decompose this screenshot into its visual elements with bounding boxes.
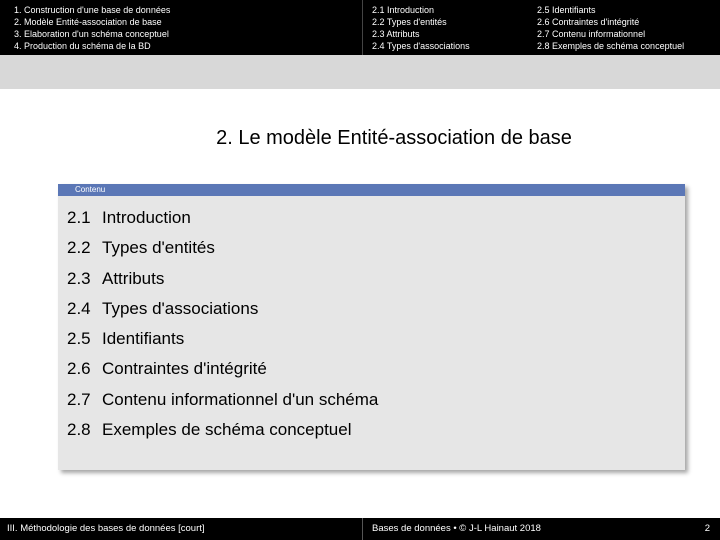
header-band [0, 55, 720, 89]
contents-list [58, 196, 685, 450]
footer-course-title: III. Méthodologie des bases de données [court] [7, 523, 205, 534]
item-number: 2.2 [67, 238, 91, 258]
nav-subsection-2-7[interactable]: 2.7 Contenu informationnel [537, 29, 646, 39]
item-text: Types d'entités [102, 238, 215, 258]
item-number: 2.5 [67, 329, 91, 349]
item-text: Types d'associations [102, 298, 259, 318]
nav-divider [362, 0, 363, 55]
list-item [67, 269, 685, 299]
item-text: Attributs [102, 268, 165, 288]
slide-title-text: 2. Le modèle Entité-association de base [216, 127, 572, 149]
section-list [14, 4, 170, 52]
page-number: 2 [704, 523, 710, 534]
list-item [67, 420, 685, 450]
nav-section-1[interactable]: 1. Construction d'une base de données [14, 5, 171, 15]
list-item [67, 329, 685, 359]
list-item [67, 208, 685, 238]
item-number: 2.3 [67, 268, 91, 288]
list-item [67, 359, 685, 389]
item-text: Contenu informationnel d'un schéma [102, 389, 379, 409]
list-item [67, 299, 685, 329]
list-item [67, 238, 685, 268]
item-number: 2.6 [67, 359, 91, 379]
subsection-list-b [537, 4, 684, 52]
slide-title [0, 127, 676, 150]
contents-box [58, 184, 685, 470]
nav-subsection-2-8[interactable]: 2.8 Exemples de schéma conceptuel [537, 41, 685, 51]
item-text: Contraintes d'intégrité [102, 359, 267, 379]
item-text: Exemples de schéma conceptuel [102, 420, 352, 440]
item-text: Identifiants [102, 329, 185, 349]
nav-subsection-2-3[interactable]: 2.3 Attributs [372, 29, 420, 39]
footer-copyright: Bases de données • © J-L Hainaut 2018 [372, 523, 541, 534]
item-number: 2.7 [67, 389, 91, 409]
contents-box-header: Contenu [58, 184, 685, 196]
nav-subsection-2-2[interactable]: 2.2 Types d'entités [372, 17, 447, 27]
footer-divider [362, 518, 363, 540]
footer-bar [0, 518, 720, 540]
item-number: 2.1 [67, 208, 91, 227]
nav-subsection-2-4[interactable]: 2.4 Types d'associations [372, 41, 470, 51]
nav-subsection-2-5[interactable]: 2.5 Identifiants [537, 5, 596, 15]
item-number: 2.8 [67, 420, 91, 440]
list-item [67, 390, 685, 420]
item-number: 2.4 [67, 298, 91, 318]
subsection-list-a [372, 4, 470, 52]
nav-subsection-2-6[interactable]: 2.6 Contraintes d'intégrité [537, 17, 640, 27]
nav-section-3[interactable]: 3. Elaboration d'un schéma conceptuel [14, 29, 169, 39]
nav-subsection-2-1[interactable]: 2.1 Introduction [372, 5, 435, 15]
top-navigation-bar [0, 0, 720, 55]
nav-section-2[interactable]: 2. Modèle Entité-association de base [14, 17, 162, 27]
item-text: Introduction [102, 208, 191, 227]
nav-section-4[interactable]: 4. Production du schéma de la BD [14, 41, 151, 51]
